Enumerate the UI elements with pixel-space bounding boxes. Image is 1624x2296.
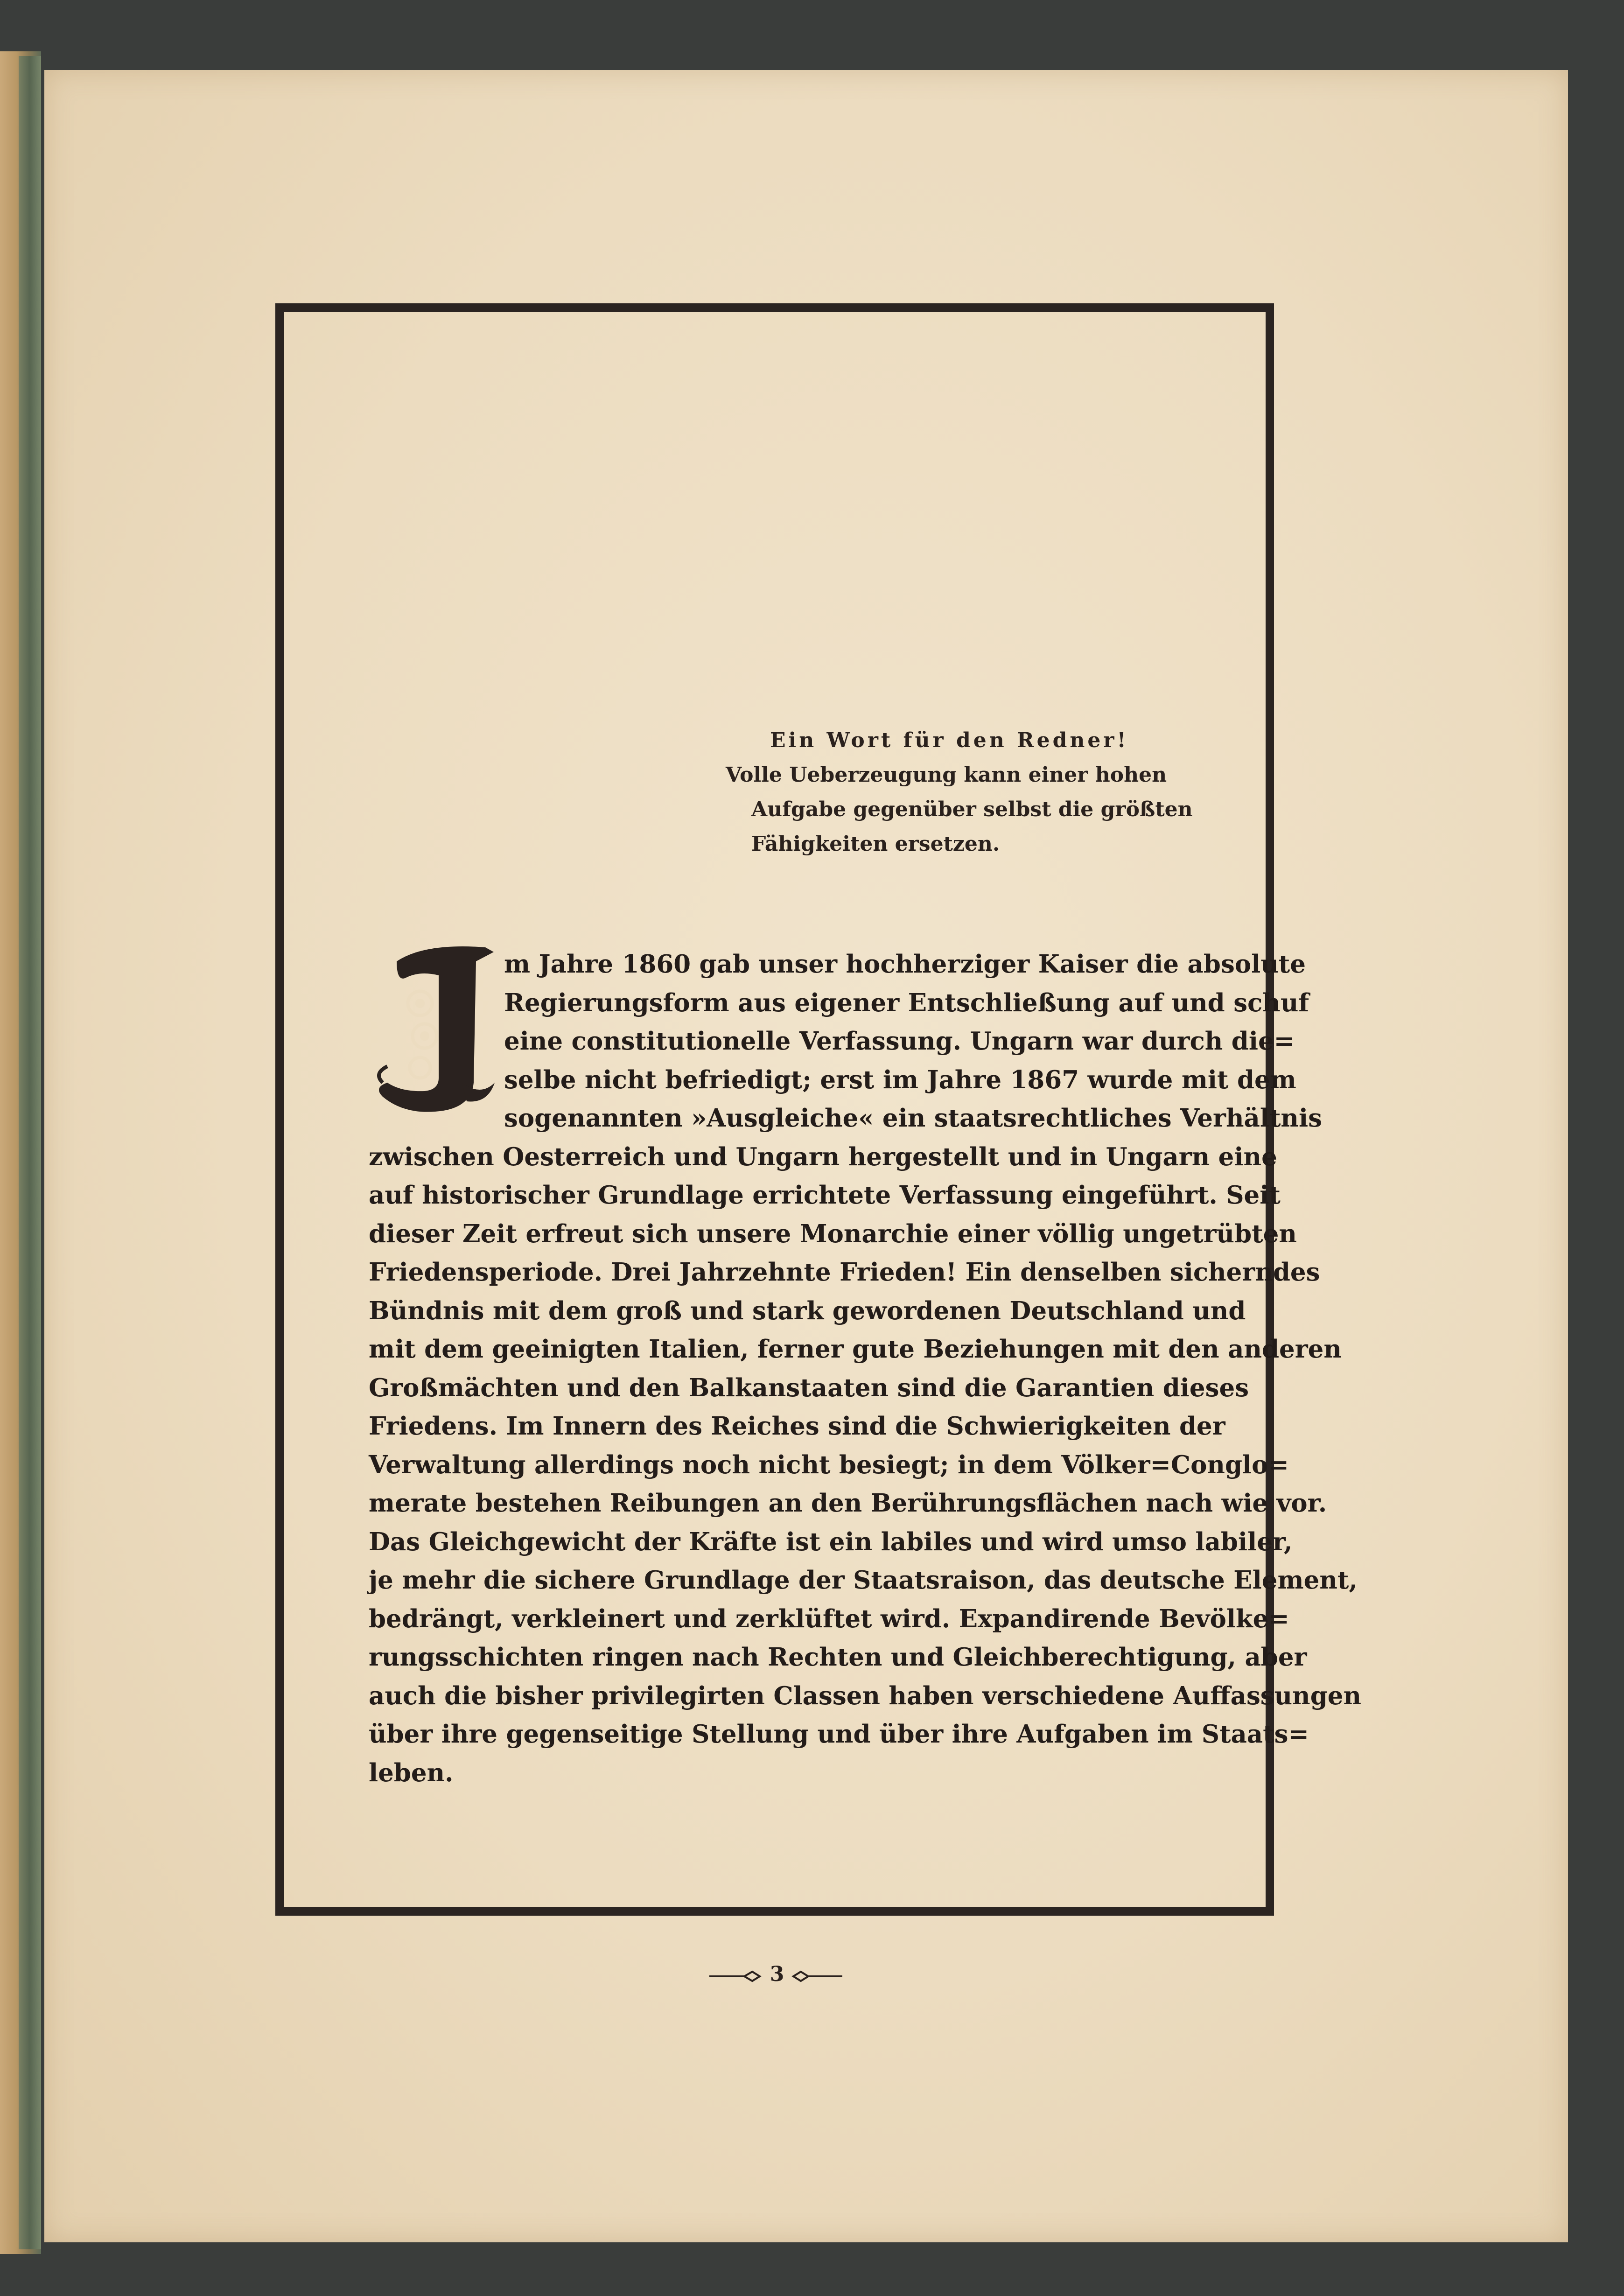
- text-line: m Jahre 1860 gab unser hochherziger Kaiser die absolute: [504, 950, 1306, 979]
- page-number: 3: [770, 1962, 784, 1986]
- text-line: merate bestehen Reibungen an den Berührungsflächen nach wie vor.: [369, 1489, 1327, 1518]
- text-line: Friedensperiode. Drei Jahrzehnte Frieden! Ein denselben sicherndes: [369, 1258, 1320, 1287]
- text-line: über ihre gegenseitige Stellung und über ihre Aufgaben im Staats=: [369, 1720, 1309, 1749]
- text-line: mit dem geeinigten Italien, ferner gute Beziehungen mit den anderen: [369, 1335, 1342, 1364]
- motto-epigraph: [726, 723, 1193, 861]
- text-line: eine constitutionelle Verfassung. Ungarn war durch die=: [504, 1027, 1295, 1056]
- text-line: bedrängt, verkleinert und zerklüftet wird. Expandirende Bevölke=: [369, 1604, 1289, 1633]
- text-line: auch die bisher privilegirten Classen haben verschiedene Auffassungen: [369, 1681, 1362, 1710]
- text-line: Das Gleichgewicht der Kräfte ist ein labiles und wird umso labiler,: [369, 1527, 1293, 1556]
- text-line: je mehr die sichere Grundlage der Staatsraison, das deutsche Element,: [369, 1566, 1358, 1595]
- text-line: auf historischer Grundlage errichtete Verfassung eingeführt. Seit: [369, 1181, 1281, 1210]
- text-line: Regierungsform aus eigener Entschließung auf und schuf: [504, 988, 1309, 1017]
- text-line: leben.: [369, 1758, 454, 1787]
- book-spine: [19, 56, 41, 2249]
- text-line: zwischen Oesterreich und Ungarn hergestellt und in Ungarn eine: [369, 1142, 1277, 1171]
- text-line: Großmächten und den Balkanstaaten sind die Garantien dieses: [369, 1373, 1249, 1402]
- motto-line: Volle Ueberzeugung kann einer hohen: [726, 763, 1167, 787]
- page-number-ornament: [700, 1962, 854, 1990]
- motto-line: Fähigkeiten ersetzen.: [751, 832, 1000, 856]
- text-line: Bündnis mit dem groß und stark gewordenen Deutschland und: [369, 1296, 1246, 1325]
- motto-line: Ein Wort für den Redner!: [770, 728, 1129, 752]
- motto-line: Aufgabe gegenüber selbst die größten: [751, 798, 1193, 821]
- text-line: Verwaltung allerdings noch nicht besiegt; in dem Völker=Conglo=: [369, 1450, 1289, 1479]
- text-line: selbe nicht befriedigt; erst im Jahre 1867 wurde mit dem: [504, 1065, 1296, 1094]
- text-line: dieser Zeit erfreut sich unsere Monarchie einer völlig ungetrübten: [369, 1219, 1297, 1248]
- text-line: sogenannten »Ausgleiche« ein staatsrechtliches Verhältnis: [504, 1104, 1322, 1133]
- main-paragraph: [369, 945, 1362, 1792]
- text-line: Friedens. Im Innern des Reiches sind die Schwierigkeiten der: [369, 1412, 1225, 1441]
- text-line: rungsschichten ringen nach Rechten und Gleichberechtigung, aber: [369, 1643, 1307, 1672]
